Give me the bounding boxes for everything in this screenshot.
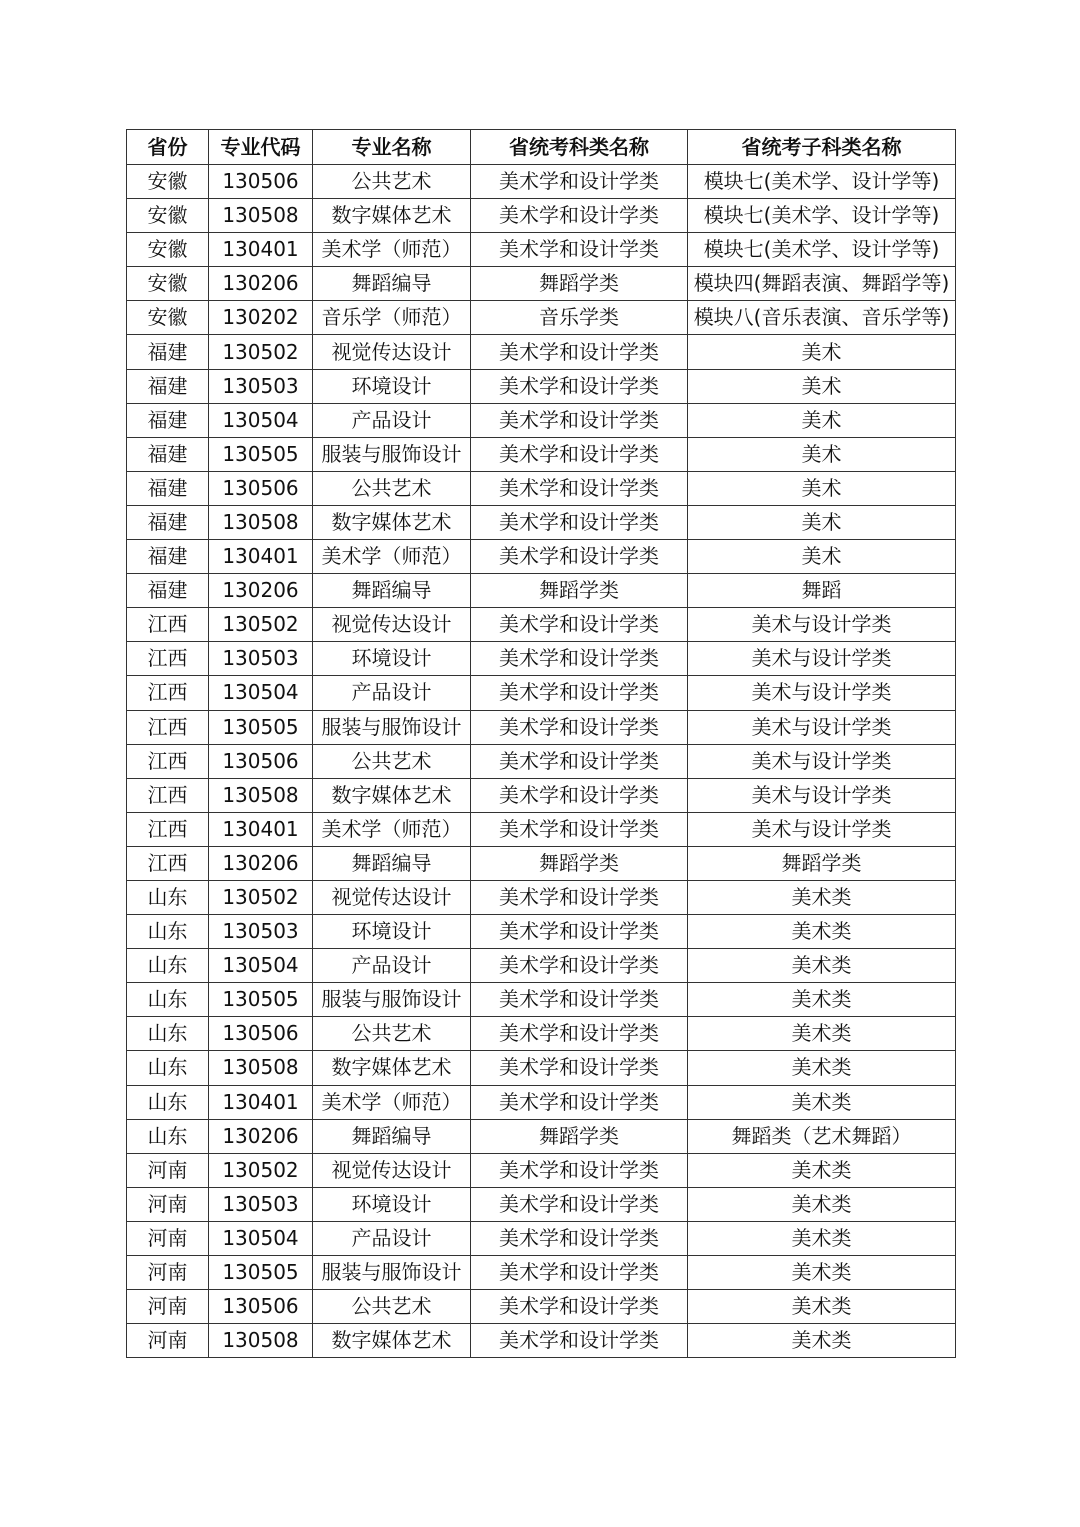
cell-exam-category: 舞蹈学类 — [471, 267, 688, 301]
table-row — [127, 915, 956, 949]
cell-province: 福建 — [127, 574, 209, 608]
cell-exam-subcategory: 美术类 — [688, 1051, 956, 1085]
cell-province: 安徽 — [127, 267, 209, 301]
cell-exam-subcategory: 美术 — [688, 335, 956, 369]
cell-province: 江西 — [127, 778, 209, 812]
cell-exam-subcategory: 舞蹈学类 — [688, 846, 956, 880]
cell-exam-subcategory: 美术与设计学类 — [688, 778, 956, 812]
cell-major-name: 环境设计 — [313, 369, 471, 403]
cell-major-name: 服装与服饰设计 — [313, 710, 471, 744]
cell-exam-subcategory: 美术 — [688, 403, 956, 437]
cell-exam-category: 美术学和设计学类 — [471, 949, 688, 983]
cell-exam-subcategory: 模块七(美术学、设计学等) — [688, 199, 956, 233]
cell-major-code: 130202 — [209, 301, 313, 335]
cell-exam-subcategory: 美术 — [688, 437, 956, 471]
cell-exam-subcategory: 舞蹈 — [688, 574, 956, 608]
table-row — [127, 778, 956, 812]
cell-exam-category: 舞蹈学类 — [471, 574, 688, 608]
cell-exam-subcategory: 美术类 — [688, 880, 956, 914]
cell-province: 安徽 — [127, 233, 209, 267]
cell-exam-subcategory: 美术 — [688, 505, 956, 539]
cell-major-code: 130504 — [209, 949, 313, 983]
cell-exam-category: 美术学和设计学类 — [471, 915, 688, 949]
cell-province: 山东 — [127, 1119, 209, 1153]
cell-major-code: 130502 — [209, 1153, 313, 1187]
cell-major-code: 130502 — [209, 880, 313, 914]
cell-exam-category: 美术学和设计学类 — [471, 710, 688, 744]
cell-province: 江西 — [127, 846, 209, 880]
table-row — [127, 710, 956, 744]
cell-major-name: 产品设计 — [313, 949, 471, 983]
cell-exam-subcategory: 美术与设计学类 — [688, 642, 956, 676]
cell-province: 福建 — [127, 335, 209, 369]
table-row — [127, 1221, 956, 1255]
cell-major-code: 130508 — [209, 505, 313, 539]
cell-province: 河南 — [127, 1187, 209, 1221]
cell-exam-category: 美术学和设计学类 — [471, 1085, 688, 1119]
cell-province: 山东 — [127, 949, 209, 983]
cell-major-name: 音乐学（师范） — [313, 301, 471, 335]
cell-exam-category: 美术学和设计学类 — [471, 608, 688, 642]
cell-province: 山东 — [127, 983, 209, 1017]
cell-exam-subcategory: 美术 — [688, 540, 956, 574]
cell-major-code: 130206 — [209, 267, 313, 301]
cell-province: 河南 — [127, 1324, 209, 1358]
table-row — [127, 403, 956, 437]
table-row — [127, 642, 956, 676]
table-row — [127, 846, 956, 880]
cell-major-name: 环境设计 — [313, 642, 471, 676]
cell-major-code: 130206 — [209, 1119, 313, 1153]
cell-major-name: 数字媒体艺术 — [313, 1051, 471, 1085]
cell-major-code: 130503 — [209, 1187, 313, 1221]
table-row — [127, 267, 956, 301]
cell-major-name: 数字媒体艺术 — [313, 778, 471, 812]
cell-major-name: 产品设计 — [313, 676, 471, 710]
cell-province: 河南 — [127, 1290, 209, 1324]
cell-exam-subcategory: 模块七(美术学、设计学等) — [688, 165, 956, 199]
cell-major-name: 公共艺术 — [313, 744, 471, 778]
cell-province: 福建 — [127, 505, 209, 539]
cell-major-code: 130206 — [209, 574, 313, 608]
cell-province: 山东 — [127, 915, 209, 949]
cell-major-name: 美术学（师范） — [313, 812, 471, 846]
cell-exam-subcategory: 模块八(音乐表演、音乐学等) — [688, 301, 956, 335]
cell-major-name: 环境设计 — [313, 1187, 471, 1221]
cell-major-code: 130401 — [209, 233, 313, 267]
cell-exam-subcategory: 美术类 — [688, 1256, 956, 1290]
table-row — [127, 1119, 956, 1153]
cell-major-code: 130508 — [209, 1051, 313, 1085]
cell-major-code: 130504 — [209, 676, 313, 710]
cell-exam-category: 美术学和设计学类 — [471, 880, 688, 914]
cell-exam-category: 美术学和设计学类 — [471, 744, 688, 778]
table-row — [127, 880, 956, 914]
cell-major-name: 舞蹈编导 — [313, 1119, 471, 1153]
cell-exam-category: 音乐学类 — [471, 301, 688, 335]
cell-exam-subcategory: 美术类 — [688, 1187, 956, 1221]
cell-exam-subcategory: 美术与设计学类 — [688, 744, 956, 778]
cell-major-code: 130503 — [209, 369, 313, 403]
table-row — [127, 437, 956, 471]
table-row — [127, 744, 956, 778]
cell-exam-category: 美术学和设计学类 — [471, 335, 688, 369]
cell-exam-category: 舞蹈学类 — [471, 846, 688, 880]
cell-exam-category: 美术学和设计学类 — [471, 540, 688, 574]
cell-major-code: 130206 — [209, 846, 313, 880]
cell-major-name: 环境设计 — [313, 915, 471, 949]
cell-major-code: 130508 — [209, 199, 313, 233]
cell-province: 山东 — [127, 1051, 209, 1085]
cell-province: 福建 — [127, 540, 209, 574]
table-row — [127, 812, 956, 846]
table-row — [127, 540, 956, 574]
cell-major-name: 视觉传达设计 — [313, 335, 471, 369]
cell-exam-category: 美术学和设计学类 — [471, 778, 688, 812]
table-header — [127, 130, 956, 165]
cell-province: 福建 — [127, 437, 209, 471]
cell-major-code: 130506 — [209, 744, 313, 778]
cell-province: 江西 — [127, 676, 209, 710]
cell-province: 安徽 — [127, 301, 209, 335]
cell-exam-category: 美术学和设计学类 — [471, 1153, 688, 1187]
cell-exam-subcategory: 美术类 — [688, 949, 956, 983]
cell-exam-category: 美术学和设计学类 — [471, 165, 688, 199]
cell-major-code: 130505 — [209, 437, 313, 471]
cell-major-code: 130506 — [209, 1017, 313, 1051]
cell-exam-category: 美术学和设计学类 — [471, 1221, 688, 1255]
cell-exam-subcategory: 模块四(舞蹈表演、舞蹈学等) — [688, 267, 956, 301]
cell-major-name: 数字媒体艺术 — [313, 199, 471, 233]
cell-exam-category: 美术学和设计学类 — [471, 642, 688, 676]
table-row — [127, 199, 956, 233]
cell-major-code: 130506 — [209, 165, 313, 199]
cell-major-name: 数字媒体艺术 — [313, 1324, 471, 1358]
cell-exam-subcategory: 美术类 — [688, 1290, 956, 1324]
header-province: 省份 — [127, 130, 209, 165]
cell-major-name: 美术学（师范） — [313, 540, 471, 574]
cell-exam-category: 美术学和设计学类 — [471, 1256, 688, 1290]
table-row — [127, 471, 956, 505]
cell-major-code: 130504 — [209, 1221, 313, 1255]
cell-major-name: 公共艺术 — [313, 471, 471, 505]
cell-exam-category: 美术学和设计学类 — [471, 1187, 688, 1221]
table-row — [127, 1017, 956, 1051]
cell-exam-category: 美术学和设计学类 — [471, 505, 688, 539]
cell-exam-category: 美术学和设计学类 — [471, 812, 688, 846]
cell-exam-category: 美术学和设计学类 — [471, 403, 688, 437]
cell-major-code: 130506 — [209, 1290, 313, 1324]
cell-exam-category: 美术学和设计学类 — [471, 233, 688, 267]
cell-major-name: 视觉传达设计 — [313, 1153, 471, 1187]
cell-exam-subcategory: 舞蹈类（艺术舞蹈） — [688, 1119, 956, 1153]
header-exam-category: 省统考科类名称 — [471, 130, 688, 165]
cell-province: 福建 — [127, 471, 209, 505]
header-major-name: 专业名称 — [313, 130, 471, 165]
table-body — [127, 165, 956, 1358]
cell-exam-subcategory: 美术与设计学类 — [688, 710, 956, 744]
cell-major-name: 美术学（师范） — [313, 1085, 471, 1119]
cell-province: 河南 — [127, 1221, 209, 1255]
cell-exam-subcategory: 美术与设计学类 — [688, 812, 956, 846]
cell-major-name: 舞蹈编导 — [313, 574, 471, 608]
table-row — [127, 505, 956, 539]
cell-province: 山东 — [127, 880, 209, 914]
cell-major-code: 130401 — [209, 1085, 313, 1119]
cell-exam-subcategory: 美术与设计学类 — [688, 608, 956, 642]
cell-province: 江西 — [127, 608, 209, 642]
cell-major-name: 公共艺术 — [313, 1290, 471, 1324]
table-row — [127, 369, 956, 403]
cell-exam-subcategory: 美术与设计学类 — [688, 676, 956, 710]
cell-major-code: 130505 — [209, 983, 313, 1017]
table-row — [127, 983, 956, 1017]
table-row — [127, 574, 956, 608]
cell-major-name: 服装与服饰设计 — [313, 1256, 471, 1290]
cell-exam-category: 美术学和设计学类 — [471, 1290, 688, 1324]
cell-exam-category: 美术学和设计学类 — [471, 983, 688, 1017]
cell-province: 河南 — [127, 1256, 209, 1290]
table-row — [127, 233, 956, 267]
cell-exam-category: 美术学和设计学类 — [471, 199, 688, 233]
cell-major-name: 公共艺术 — [313, 1017, 471, 1051]
table-row — [127, 949, 956, 983]
header-major-code: 专业代码 — [209, 130, 313, 165]
cell-major-name: 产品设计 — [313, 403, 471, 437]
cell-exam-category: 美术学和设计学类 — [471, 676, 688, 710]
cell-major-name: 视觉传达设计 — [313, 608, 471, 642]
cell-major-name: 服装与服饰设计 — [313, 437, 471, 471]
cell-exam-subcategory: 美术类 — [688, 983, 956, 1017]
cell-major-code: 130401 — [209, 540, 313, 574]
table-row — [127, 335, 956, 369]
cell-exam-subcategory: 美术类 — [688, 1324, 956, 1358]
table-row — [127, 1051, 956, 1085]
cell-major-code: 130401 — [209, 812, 313, 846]
cell-exam-category: 美术学和设计学类 — [471, 1017, 688, 1051]
cell-major-code: 130505 — [209, 1256, 313, 1290]
table-row — [127, 1256, 956, 1290]
cell-exam-category: 美术学和设计学类 — [471, 369, 688, 403]
cell-province: 安徽 — [127, 165, 209, 199]
cell-exam-category: 美术学和设计学类 — [471, 437, 688, 471]
cell-exam-category: 美术学和设计学类 — [471, 1051, 688, 1085]
header-row — [127, 130, 956, 165]
cell-major-code: 130504 — [209, 403, 313, 437]
table-row — [127, 301, 956, 335]
cell-major-name: 视觉传达设计 — [313, 880, 471, 914]
cell-province: 山东 — [127, 1085, 209, 1119]
cell-province: 江西 — [127, 744, 209, 778]
table-row — [127, 1187, 956, 1221]
cell-major-name: 公共艺术 — [313, 165, 471, 199]
cell-exam-subcategory: 美术类 — [688, 1017, 956, 1051]
cell-major-name: 产品设计 — [313, 1221, 471, 1255]
table-row — [127, 165, 956, 199]
cell-major-name: 舞蹈编导 — [313, 267, 471, 301]
cell-major-code: 130506 — [209, 471, 313, 505]
majors-table — [126, 129, 956, 1358]
table-row — [127, 1153, 956, 1187]
cell-exam-subcategory: 美术类 — [688, 915, 956, 949]
cell-major-code: 130502 — [209, 335, 313, 369]
table-row — [127, 676, 956, 710]
cell-province: 安徽 — [127, 199, 209, 233]
table-row — [127, 1290, 956, 1324]
cell-province: 江西 — [127, 710, 209, 744]
cell-major-code: 130503 — [209, 642, 313, 676]
table-row — [127, 1085, 956, 1119]
cell-exam-category: 舞蹈学类 — [471, 1119, 688, 1153]
cell-exam-subcategory: 美术类 — [688, 1085, 956, 1119]
cell-province: 福建 — [127, 403, 209, 437]
cell-major-code: 130508 — [209, 1324, 313, 1358]
header-exam-subcategory: 省统考子科类名称 — [688, 130, 956, 165]
cell-exam-subcategory: 美术类 — [688, 1221, 956, 1255]
cell-major-code: 130503 — [209, 915, 313, 949]
majors-table-container — [126, 129, 955, 1358]
cell-exam-category: 美术学和设计学类 — [471, 1324, 688, 1358]
cell-exam-category: 美术学和设计学类 — [471, 471, 688, 505]
cell-province: 山东 — [127, 1017, 209, 1051]
table-row — [127, 608, 956, 642]
cell-exam-subcategory: 美术 — [688, 369, 956, 403]
cell-province: 福建 — [127, 369, 209, 403]
cell-exam-subcategory: 美术类 — [688, 1153, 956, 1187]
cell-exam-subcategory: 美术 — [688, 471, 956, 505]
cell-major-code: 130508 — [209, 778, 313, 812]
cell-province: 河南 — [127, 1153, 209, 1187]
cell-province: 江西 — [127, 642, 209, 676]
cell-major-name: 舞蹈编导 — [313, 846, 471, 880]
cell-province: 江西 — [127, 812, 209, 846]
table-row — [127, 1324, 956, 1358]
cell-major-name: 服装与服饰设计 — [313, 983, 471, 1017]
cell-major-name: 美术学（师范） — [313, 233, 471, 267]
cell-major-code: 130505 — [209, 710, 313, 744]
cell-major-name: 数字媒体艺术 — [313, 505, 471, 539]
cell-major-code: 130502 — [209, 608, 313, 642]
cell-exam-subcategory: 模块七(美术学、设计学等) — [688, 233, 956, 267]
